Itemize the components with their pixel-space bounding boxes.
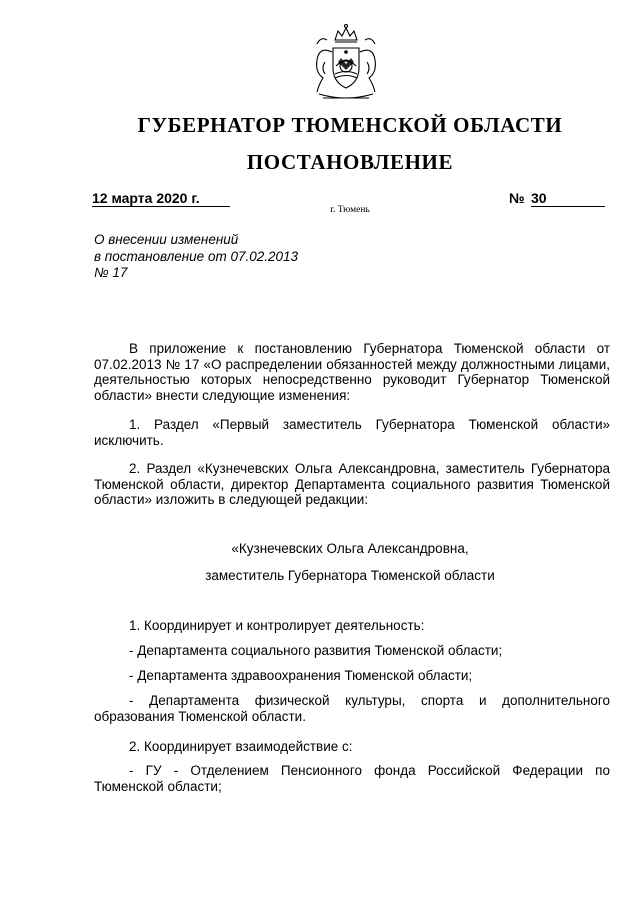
document-number-field — [509, 190, 605, 206]
department-item: - Департамента физической культуры, спорта и дополнительного образования Тюменской области. — [94, 693, 610, 724]
document-subject — [94, 232, 298, 282]
department-item: - Департамента социального развития Тюменской области; — [129, 643, 503, 658]
item-1-paragraph: 1. Раздел «Первый заместитель Губернатора Тюменской области» исключить. — [94, 417, 610, 448]
section-heading-name: «Кузнечевских Ольга Александровна, — [231, 541, 469, 556]
subject-line: № 17 — [94, 265, 128, 280]
document-city: г. Тюмень — [330, 205, 370, 215]
document-date: 12 марта 2020 г. — [92, 190, 230, 207]
item-2-paragraph: 2. Раздел «Кузнечевских Ольга Александровна, заместитель Губернатора Тюменской области, директор Департамента социального развития Тюменской области» изложить в следующей редакции: — [94, 461, 610, 508]
point-1-paragraph: 1. Координирует и контролирует деятельность: — [129, 618, 425, 633]
section-heading-position: заместитель Губернатора Тюменской области — [205, 568, 495, 583]
interaction-item: - ГУ - Отделением Пенсионного фонда Российской Федерации по Тюменской области; — [94, 763, 610, 794]
subject-line: О внесении изменений — [94, 232, 239, 247]
governor-title: ГУБЕРНАТОР ТЮМЕНСКОЙ ОБЛАСТИ — [137, 113, 563, 137]
subject-line: в постановление от 07.02.2013 — [94, 248, 299, 264]
document-number: 30 — [531, 190, 605, 207]
point-2-paragraph: 2. Координирует взаимодействие с: — [129, 739, 353, 754]
coat-of-arms-icon — [305, 22, 387, 104]
number-sign: № — [509, 190, 525, 206]
document-type-title: ПОСТАНОВЛЕНИЕ — [246, 150, 454, 174]
department-item: - Департамента здравоохранения Тюменской области; — [129, 668, 473, 683]
intro-paragraph: В приложение к постановлению Губернатора Тюменской области от 07.02.2013 № 17 «О распределении обязанностей между должностными лицами, деятельностью которых непосредственно руководит Губернатор Тюменской области» внести следующие изменения: — [94, 341, 610, 403]
